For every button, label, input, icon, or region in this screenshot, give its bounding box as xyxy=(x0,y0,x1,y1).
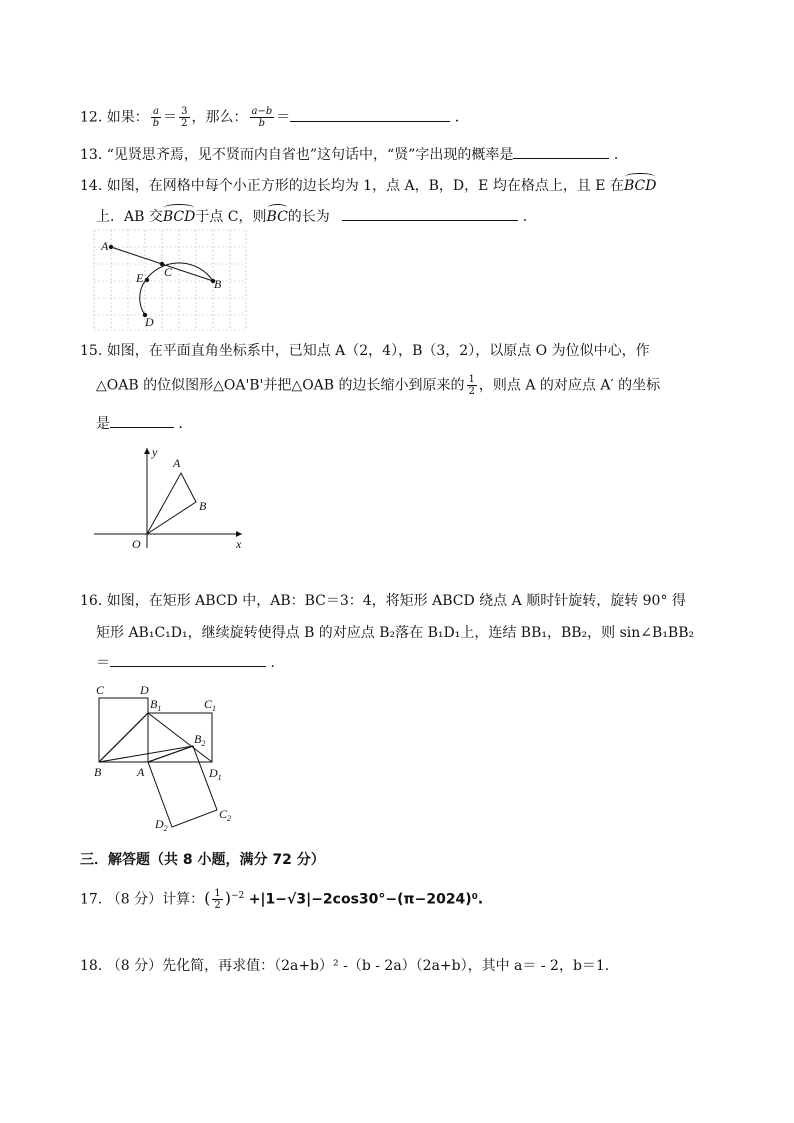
equals-sign: ＝ xyxy=(96,655,110,671)
label-a: A xyxy=(101,239,109,253)
question-15-line-2 xyxy=(96,374,660,397)
coordinate-figure xyxy=(92,440,252,552)
period: ． xyxy=(178,416,193,432)
question-text: 于点 C，则 xyxy=(195,209,267,225)
point-a xyxy=(109,245,113,249)
arc-bcd xyxy=(140,263,213,315)
arc-bcd: BCD xyxy=(162,209,196,225)
period: ． xyxy=(270,655,285,671)
question-text: 的长为 xyxy=(287,209,330,225)
label-b: B xyxy=(94,765,102,779)
rectangle-rotation-figure xyxy=(92,682,242,834)
question-text: “见贤思齐焉，见不贤而内自省也”这句话中，“贤”字出现的概率是 xyxy=(106,147,514,163)
label-x: x xyxy=(236,537,242,551)
equals-sign: ＝ xyxy=(163,109,178,126)
label-d: D xyxy=(145,315,154,329)
label-a: A xyxy=(173,456,181,470)
label-b1: $B_1$ xyxy=(150,697,162,713)
label-b: B xyxy=(199,499,207,513)
question-number: 17. xyxy=(80,891,103,908)
period: ． xyxy=(454,109,469,126)
question-text: ，那么： xyxy=(191,109,248,126)
grid-lines xyxy=(94,230,246,330)
question-text: ，则点 A 的对应点 A′ 的坐标 xyxy=(478,377,661,394)
exponent: −2 xyxy=(230,891,245,901)
question-text: 如图，在平面直角坐标系中，已知点 A（2，4），B（3，2），以原点 O 为位似中心，作 xyxy=(106,343,650,359)
question-text: （8 分）计算： xyxy=(106,891,205,908)
question-text: 如果： xyxy=(106,109,149,126)
period: ． xyxy=(613,147,628,163)
answer-blank[interactable] xyxy=(513,144,609,159)
question-15-line-1 xyxy=(80,341,650,361)
question-18 xyxy=(80,956,609,976)
answer-blank[interactable] xyxy=(110,652,266,667)
label-c: C xyxy=(164,265,173,279)
fraction-one-half: $\frac{1}{2}$ xyxy=(468,374,475,397)
question-text: 上．AB 交 xyxy=(96,209,163,225)
grid-arc-figure xyxy=(94,230,248,330)
question-16-line-1 xyxy=(80,591,686,611)
question-14-line-1 xyxy=(80,176,656,196)
label-b: B xyxy=(214,277,222,291)
fraction-one-half: $\frac{1}{2}$ xyxy=(214,888,221,912)
rectangle-abcd xyxy=(99,698,148,762)
label-e: E xyxy=(136,271,144,285)
question-text: 是 xyxy=(96,416,110,432)
segment-ab2 xyxy=(148,746,193,762)
label-c2: $C_2$ xyxy=(219,807,232,823)
question-number: 18. xyxy=(80,958,103,974)
question-text: 矩形 AB₁C₁D₁，继续旋转使得点 B 的对应点 B₂落在 B₁D₁上，连结 BB₁，BB₂，则 sin∠B₁BB₂ xyxy=(96,625,695,641)
period: ． xyxy=(522,209,537,225)
equals-sign: ＝ xyxy=(276,109,291,126)
label-c: C xyxy=(96,683,105,697)
right-paren: ) xyxy=(224,888,231,908)
label-o: O xyxy=(132,537,141,551)
question-14-line-2 xyxy=(96,206,537,227)
question-text: （8 分）先化简，再求值：（2a+b）² -（b - 2a）（2a+b），其中 a＝ - 2，b＝1. xyxy=(106,958,610,974)
label-c1: $C_1$ xyxy=(204,697,217,713)
expression: +|1−√3|−2cos30°−(π−2024)⁰. xyxy=(248,891,484,908)
arc-bcd: BCD xyxy=(623,178,657,194)
question-16-line-2 xyxy=(96,623,694,643)
triangle-oab xyxy=(147,473,196,534)
question-number: 12. xyxy=(80,109,103,126)
question-15-line-3 xyxy=(96,413,192,434)
question-text: 如图，在网格中每个小正方形的边长均为 1，点 A，B，D，E 均在格点上，且 E 在 xyxy=(106,178,624,194)
label-d2: $D_2$ xyxy=(155,817,168,833)
point-e xyxy=(145,278,149,282)
label-d: D xyxy=(140,683,149,697)
question-17 xyxy=(80,886,483,911)
fraction-a-over-b: $\frac{a}{b}$ xyxy=(152,106,160,129)
answer-blank[interactable] xyxy=(290,107,450,122)
label-d1: $D_1$ xyxy=(209,766,222,782)
question-16-line-3 xyxy=(96,652,284,673)
left-paren: ( xyxy=(204,888,211,908)
question-13 xyxy=(80,144,628,165)
question-number: 16. xyxy=(80,593,103,609)
section-heading: 三．解答题（共 8 小题，满分 72 分） xyxy=(80,852,325,868)
question-text: △OAB 的位似图形△OA'B'并把△OAB 的边长缩小到原来的 xyxy=(96,377,465,394)
segment-b1d1 xyxy=(148,713,212,762)
question-number: 13. xyxy=(80,147,103,163)
answer-blank[interactable] xyxy=(342,206,518,221)
question-12 xyxy=(80,106,469,129)
question-text: 如图，在矩形 ABCD 中，AB：BC＝3：4，将矩形 ABCD 绕点 A 顺时针旋转，旋转 90° 得 xyxy=(106,593,686,609)
question-number: 14. xyxy=(80,178,103,194)
question-number: 15. xyxy=(80,343,103,359)
label-a: A xyxy=(137,765,145,779)
label-b2: $B_2$ xyxy=(194,732,206,748)
arc-bc: BC xyxy=(266,209,288,225)
answer-blank[interactable] xyxy=(110,413,174,428)
label-y: y xyxy=(152,445,158,459)
fraction-a-minus-b-over-b: $\frac{a-b}{b}$ xyxy=(251,106,273,129)
fraction-three-halves: $\frac{3}{2}$ xyxy=(181,106,188,129)
